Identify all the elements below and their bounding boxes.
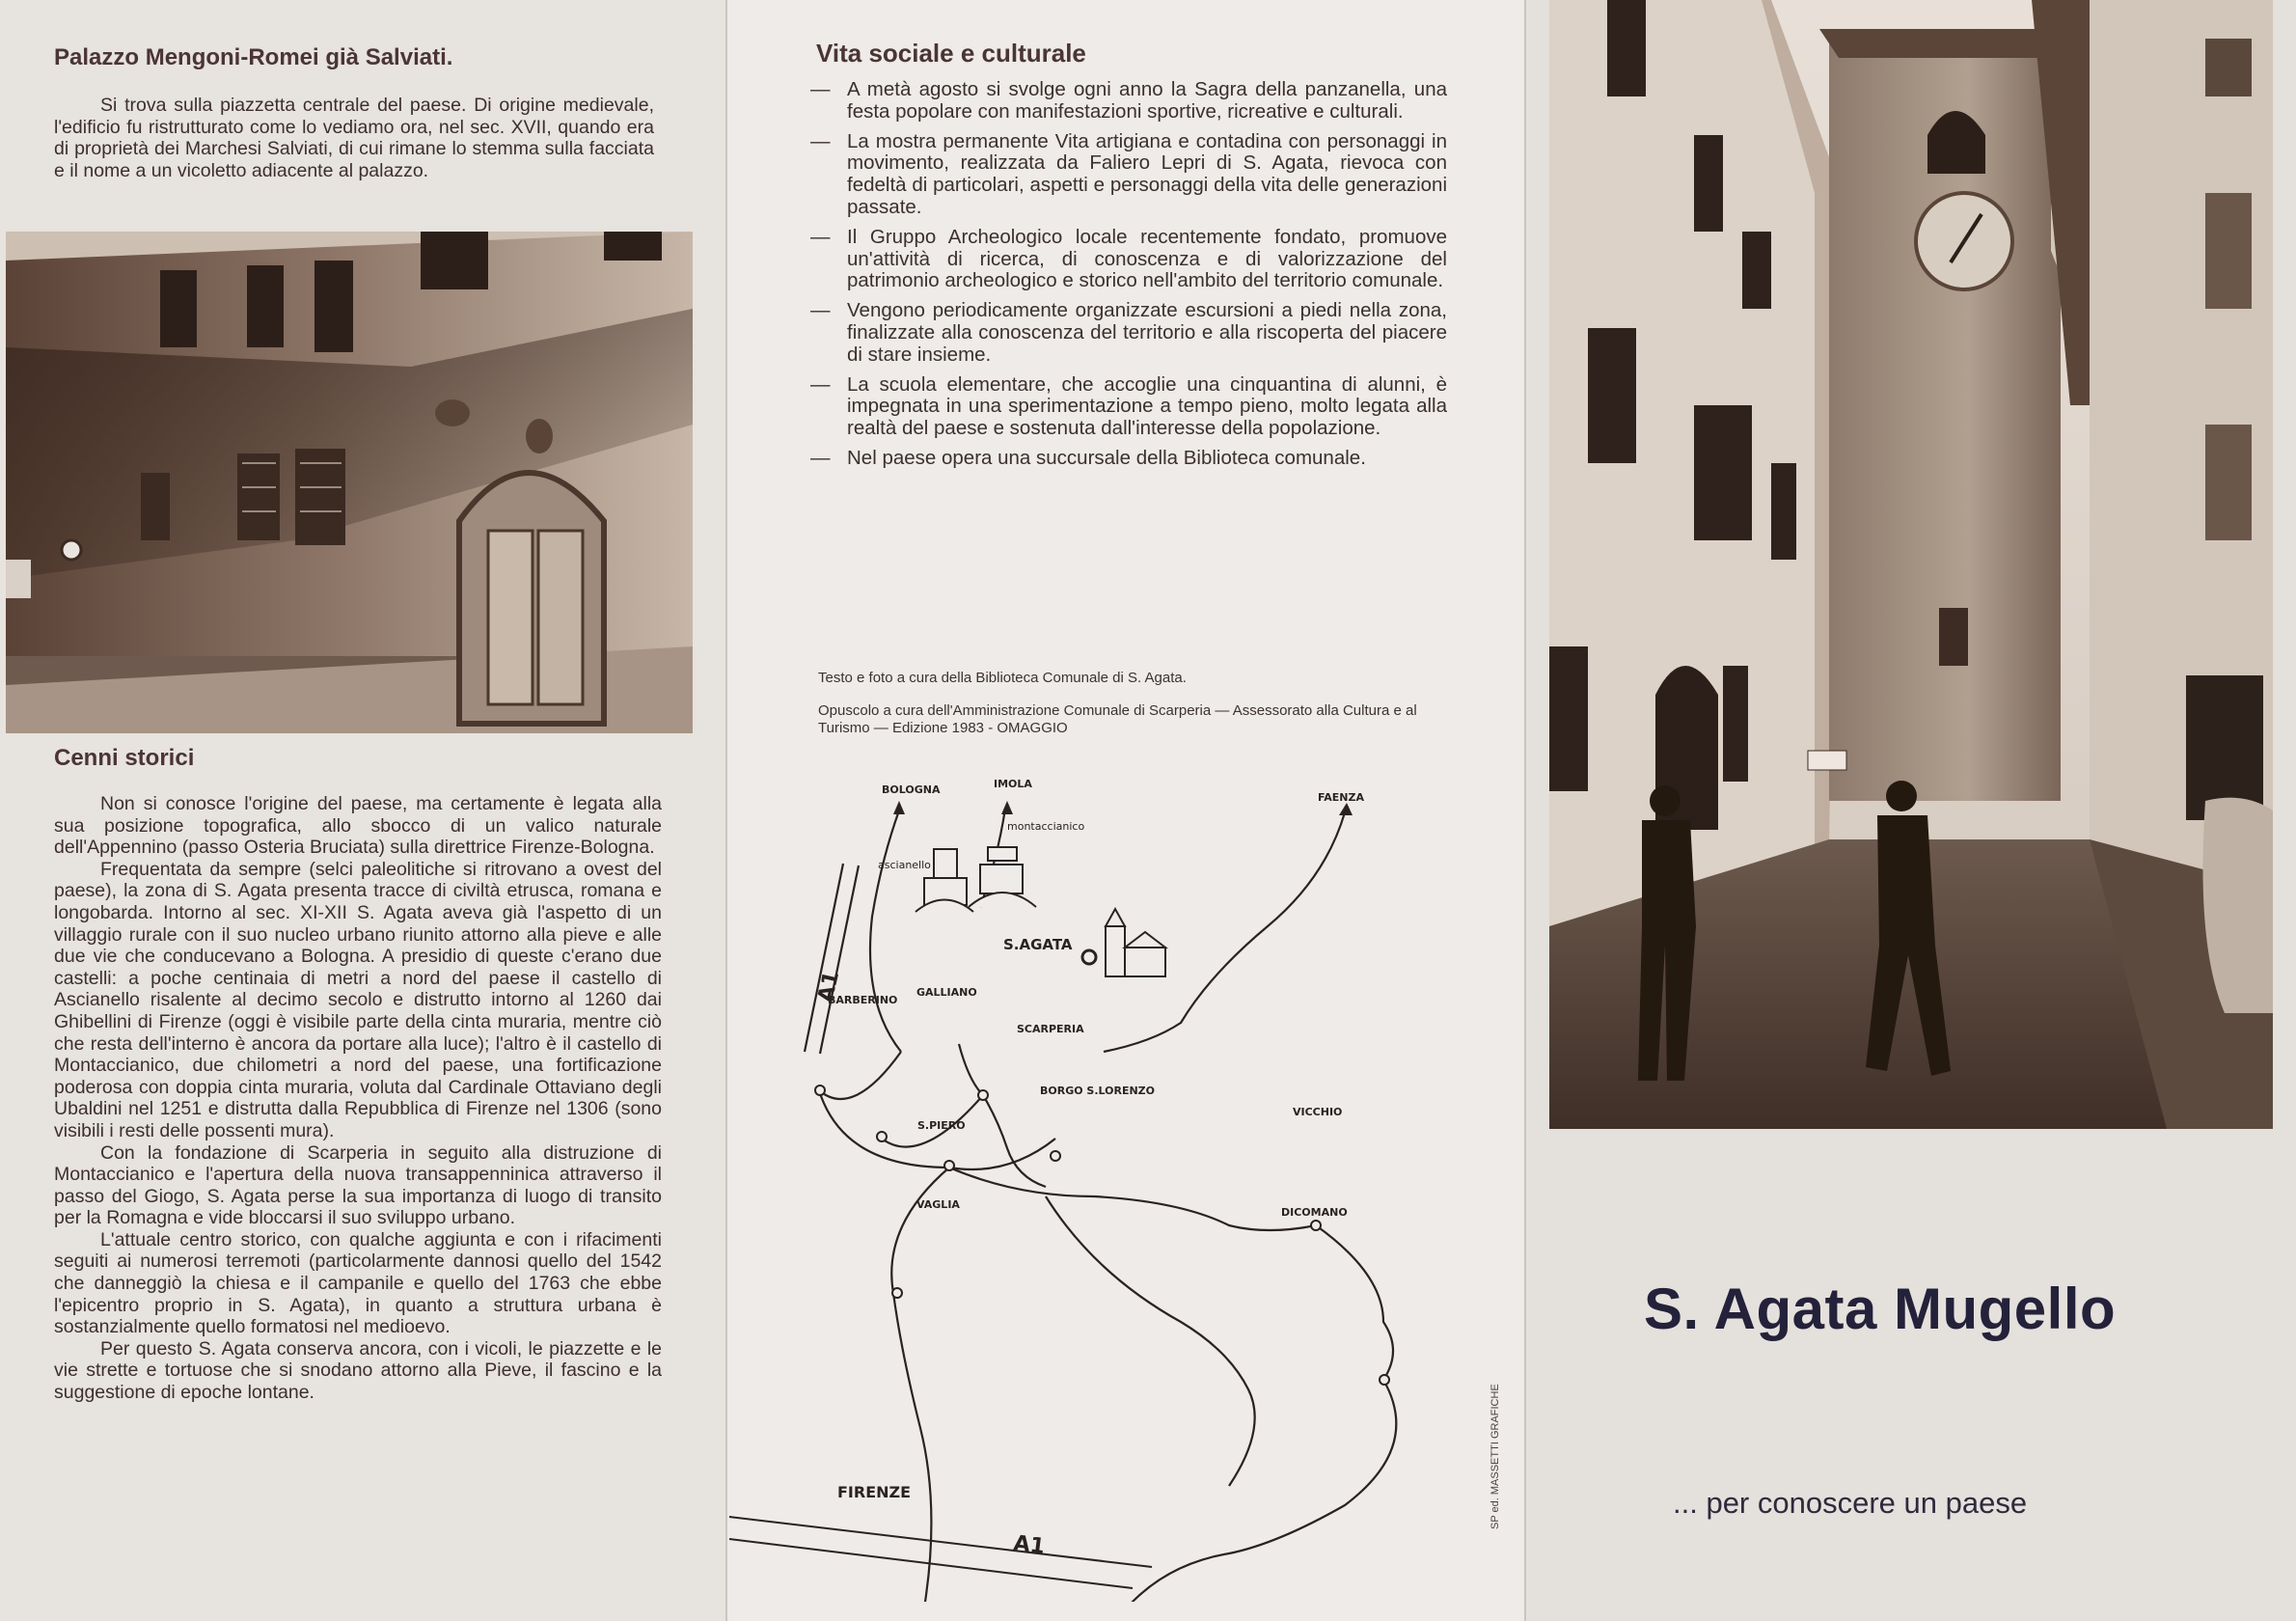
- map-label-barberino: BARBERINO: [828, 994, 898, 1006]
- cenni-paragraph: Non si conosce l'origine del paese, ma certamente è legata alla sua posizione topografica, allo sbocco di un valico naturale dell'Appennino (passo Osteria Bruciata) sulla direttrice Firenze-Bologna.: [54, 793, 662, 859]
- map-label-a1-bottom: A1: [1012, 1531, 1047, 1559]
- cenni-text: [54, 793, 662, 1404]
- palazzo-photo-drawing: [6, 232, 693, 733]
- cenni-paragraph: Frequentata da sempre (selci paleolitiche si ritrovano a ovest del paese), la zona di S. Agata presenta tracce di civiltà etrusca, romana e longobarda. Intorno al sec. XI-XII S. Agata aveva già l'aspetto di un villaggio rurale con il suo nucleo urbano riunito attorno alla pieve e alle due vie che conducevano a Bologna. A presidio di queste c'erano due castelli: a poche centinaia di metri a nord del paese il castello di Ascianello risalente al decimo secolo e distrutto intorno al 1260 dai Ghibellini di Firenze (oggi è visibile parte della cinta muraria, mentre ciò che resta dell'interno è ancora da portare alla luce); l'altro è il castello di Montaccianico, due chilometri a nord del paese, una fortificazione poderosa con doppia cinta muraria, voluta dal Cardinale Ottaviano degli Ubaldini nel 1251 e distrutta dalla Repubblica di Firenze nel 1306 (sono visibili i resti delle possenti mura).: [54, 858, 662, 1141]
- brochure-title: S. Agata Mugello: [1644, 1277, 2117, 1341]
- map-label-scarperia: SCARPERIA: [1017, 1023, 1084, 1035]
- right-panel: [1526, 0, 2296, 1621]
- list-item: — Nel paese opera una succursale della Biblioteca comunale.: [810, 448, 1447, 470]
- list-item: — A metà agosto si svolge ogni anno la Sagra della panzanella, una festa popolare con manifestazioni sportive, ricreative e culturali.: [810, 79, 1447, 124]
- map-label-faenza: FAENZA: [1318, 791, 1364, 804]
- map-label-firenze: FIRENZE: [837, 1483, 912, 1501]
- street-photo-drawing: [1549, 0, 2273, 1129]
- map-label-a1-top: A1: [813, 969, 845, 1005]
- cenni-paragraph: L'attuale centro storico, con qualche aggiunta e con i rifacimenti seguiti ai numerosi terremoti (particolarmente dannosi quello del 1542 che danneggiò la chiesa e il campanile e quello del 1763 che ebbe l'epicentro proprio in S. Agata), in quanto a struttura urbana è sostanzialmente quello formatosi nel medioevo.: [54, 1228, 662, 1338]
- map-label-spiero: S.PIERO: [917, 1119, 966, 1132]
- map-label-dicomano: DICOMANO: [1281, 1206, 1348, 1219]
- credit-text: Testo e foto a cura della Biblioteca Comunale di S. Agata.: [818, 670, 1187, 686]
- printer-mark: SP ed. MASSETTI GRAFICHE: [1490, 1384, 1501, 1529]
- cenni-paragraph: Per questo S. Agata conserva ancora, con i vicoli, le piazzette e le vie strette e tortuose che si snodano attorno alla Pieve, il fascino e la suggestione di epoche lontane.: [54, 1337, 662, 1404]
- middle-panel: [725, 0, 1526, 1621]
- map-label-imola: IMOLA: [994, 778, 1032, 790]
- publisher-text: Opuscolo a cura dell'Amministrazione Comunale di Scarperia — Assessorato alla Cultura e al Turismo — Edizione 1983 - OMAGGIO: [818, 702, 1417, 736]
- map-label-montaccianico: montaccianico: [1007, 820, 1085, 833]
- list-item: — Vengono periodicamente organizzate escursioni a piedi nella zona, finalizzate alla conoscenza del territorio e alla riscoperta del piacere di stare insieme.: [810, 300, 1447, 366]
- palazzo-heading: Palazzo Mengoni-Romei già Salviati.: [54, 44, 453, 70]
- activities-list: [810, 79, 1447, 478]
- cenni-heading: Cenni storici: [54, 745, 195, 771]
- palazzo-paragraph: Si trova sulla piazzetta centrale del paese. Di origine medievale, l'edificio fu ristrutturato come lo vediamo ora, nel sec. XVII, quando era di proprietà dei Marchesi Salviati, di cui rimane lo stemma sulla facciata e il nome a un vicoletto adiacente al palazzo.: [54, 95, 654, 181]
- map-label-sagata: S.AGATA: [1003, 936, 1073, 953]
- palazzo-photo: [6, 232, 693, 733]
- cenni-paragraph: Con la fondazione di Scarperia in seguito alla distruzione di Montaccianico e l'apertura della nuova transappenninica attraverso il passo del Giogo, S. Agata perse la sua importanza di luogo di transito per la Romagna e vide bloccarsi il suo sviluppo urbano.: [54, 1141, 662, 1229]
- list-item: — La mostra permanente Vita artigiana e contadina con personaggi in movimento, realizzata da Faliero Lepri di S. Agata, rievoca con fedeltà di particolari, aspetti e personaggi della vita delle generazioni passate.: [810, 131, 1447, 219]
- area-map: [727, 772, 1528, 1602]
- left-panel: [0, 0, 725, 1621]
- map-label-bologna: BOLOGNA: [882, 783, 941, 796]
- street-photo: [1549, 0, 2273, 1129]
- vita-heading: Vita sociale e culturale: [816, 39, 1086, 68]
- map-label-ascianello: ascianello: [878, 859, 931, 871]
- list-item: — Il Gruppo Archeologico locale recentemente fondato, promuove un'attività di ricerca, di conoscenza e di valorizzazione del patrimonio archeologico e storico nell'ambito del territorio comunale.: [810, 227, 1447, 292]
- brochure-subtitle: ... per conoscere un paese: [1673, 1486, 2028, 1520]
- list-item: — La scuola elementare, che accoglie una cinquantina di alunni, è impegnata in una sperimentazione a tempo pieno, molto legata alla realtà del paese e sostenuta dall'interesse della popolazione.: [810, 374, 1447, 440]
- sagata-marker: [1082, 950, 1096, 964]
- map-label-galliano: GALLIANO: [916, 986, 977, 999]
- palazzo-text: [54, 95, 654, 181]
- map-label-vaglia: VAGLIA: [916, 1198, 960, 1211]
- map-label-borgo: BORGO S.LORENZO: [1040, 1085, 1156, 1097]
- map-label-vicchio: VICCHIO: [1293, 1106, 1343, 1118]
